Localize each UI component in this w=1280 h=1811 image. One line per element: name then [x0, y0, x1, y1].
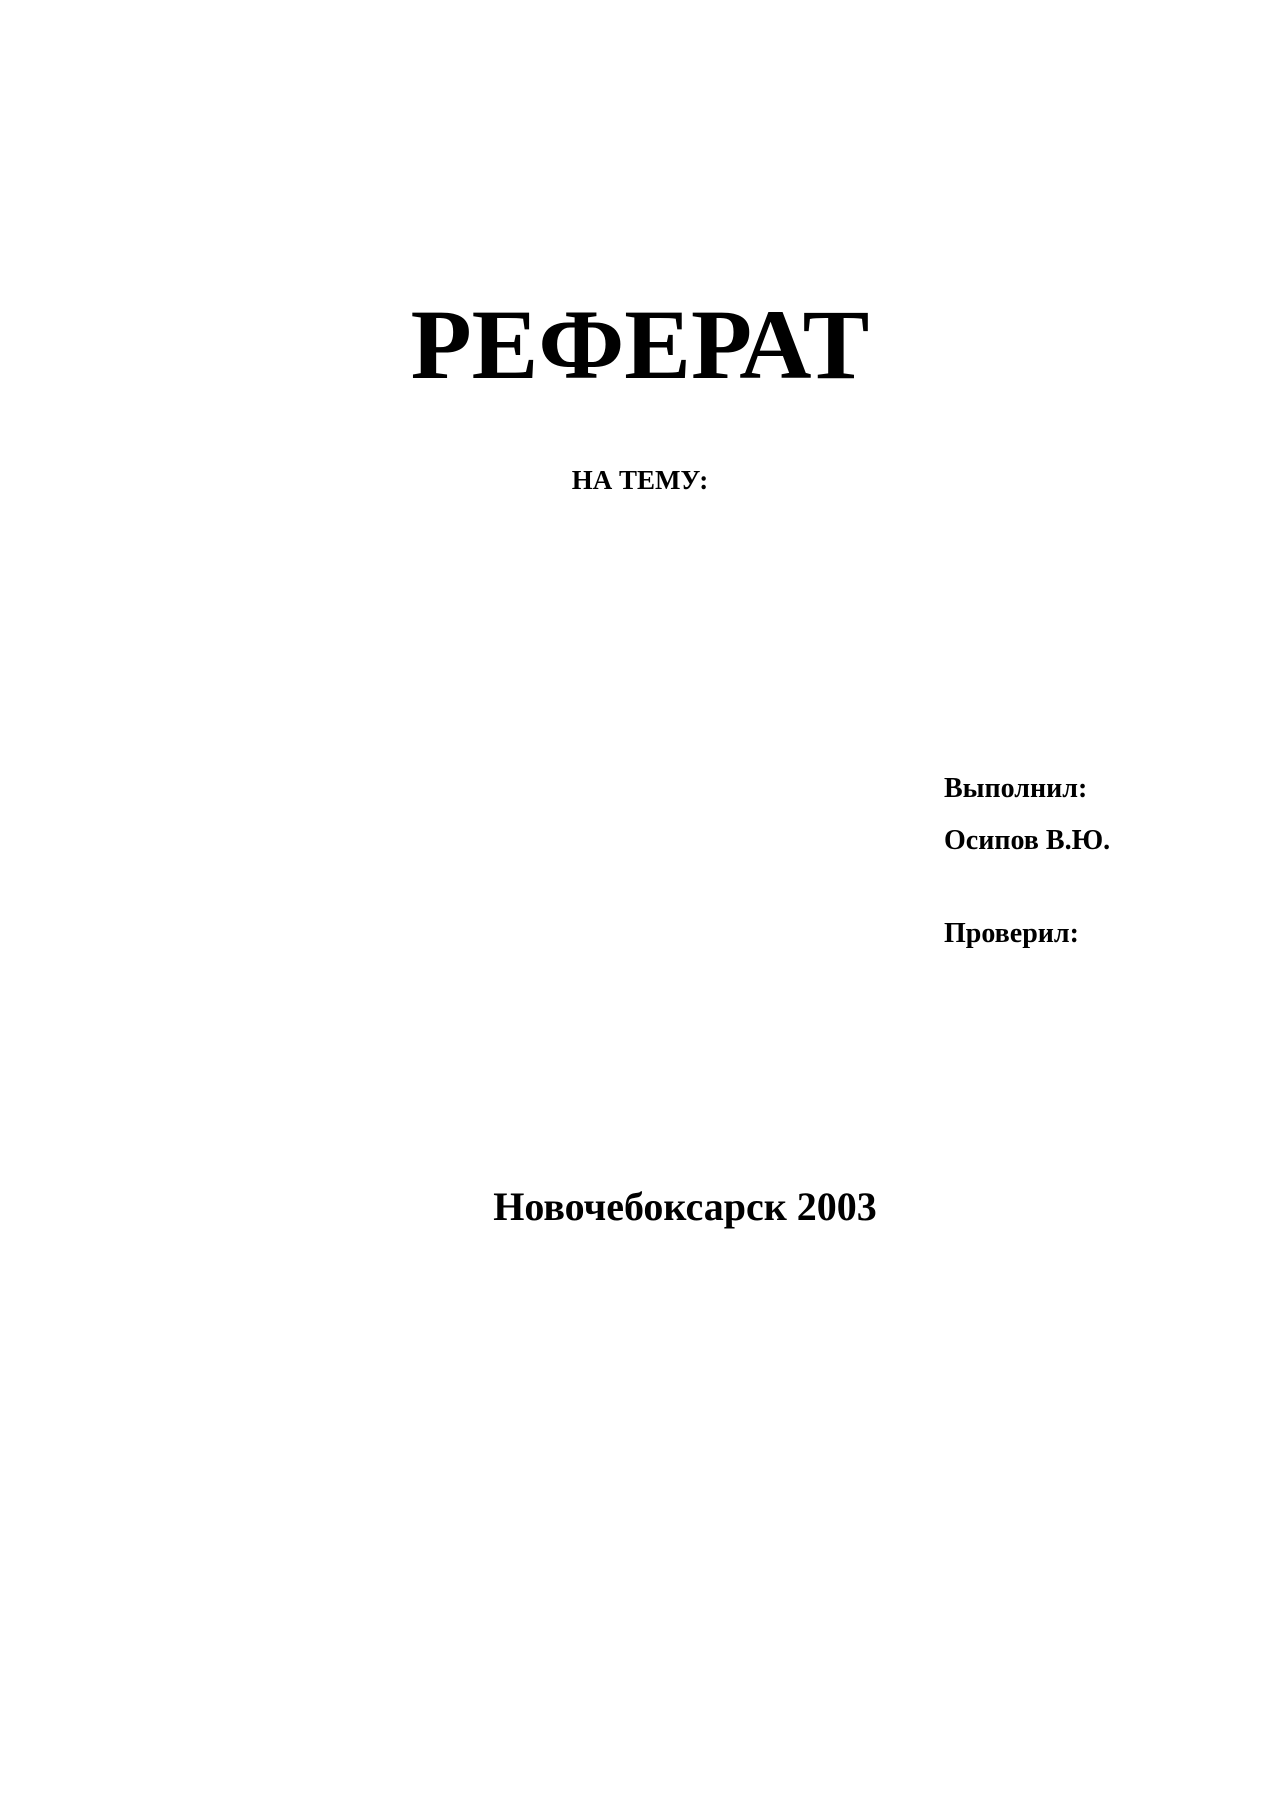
checked-by-label: Проверил:	[944, 918, 1079, 949]
author-name: Осипов В.Ю.	[944, 825, 1111, 856]
document-title: РЕФЕРАТ	[410, 289, 870, 400]
performed-by-label: Выполнил:	[944, 773, 1088, 804]
topic-label: НА ТЕМУ:	[571, 465, 709, 495]
city-year-footer: Новочебоксарск 2003	[493, 1184, 877, 1229]
